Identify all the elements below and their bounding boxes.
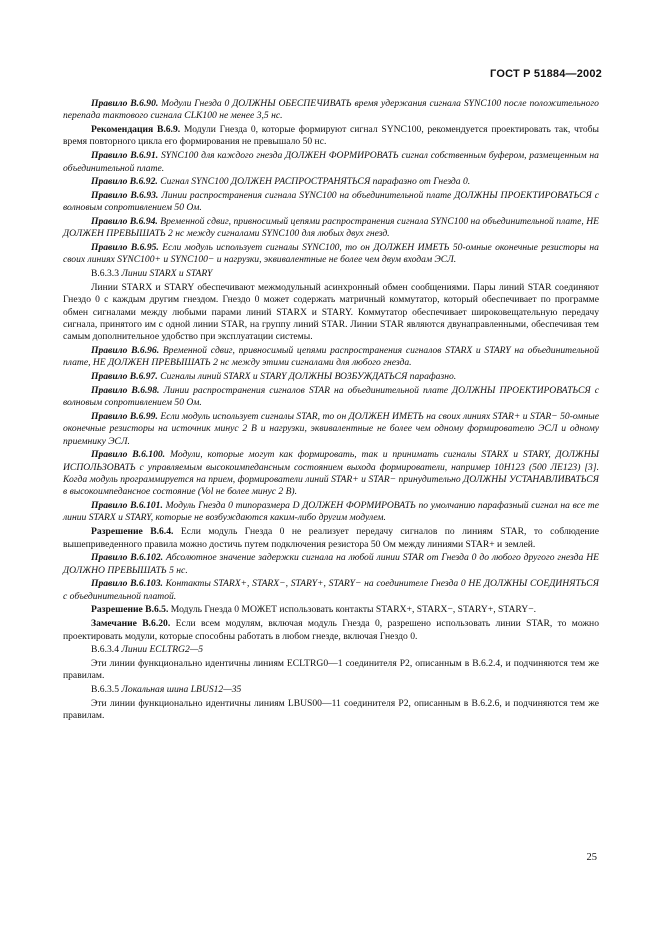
section-title: Линии STARX и STARY (121, 268, 213, 280)
page-number: 25 (586, 852, 597, 863)
paragraph-label: Правило В.6.92. (91, 176, 158, 188)
paragraph (63, 176, 599, 188)
section-title: Локальная шина LBUS12—35 (121, 684, 242, 696)
paragraph (63, 411, 599, 448)
paragraph (63, 526, 599, 551)
paragraph (63, 698, 599, 723)
paragraph-text: Сигналы линий STARX и STARY ДОЛЖНЫ ВОЗБУЖДАТЬСЯ парафазно. (160, 371, 457, 383)
paragraph-text: Модуль Гнезда 0 МОЖЕТ использовать контакты STARX+, STARX−, STARY+, STARY−. (170, 604, 536, 616)
paragraph-text: Если всем модулям, включая модуль Гнезда 0, разрешено использовать линии STAR, то можно проектировать модули, которые способны работать в любом гнезде, включая Гнездо 0. (63, 618, 599, 642)
paragraph-label: Правило В.6.101. (91, 500, 163, 512)
paragraph (63, 371, 599, 383)
paragraph-text: Модуль Гнезда 0 типоразмера D ДОЛЖЕН ФОРМИРОВАТЬ по умолчанию парафазный сигнал на все те линии STARX и STARY, которые не возбуждаются каким-либо другим модулем. (63, 500, 599, 524)
paragraph (63, 658, 599, 683)
paragraph-text: Линии распространения сигнала SYNC100 на объединительной плате ДОЛЖНЫ ПРОЕКТИРОВАТЬСЯ с волновым сопротивлением 50 Ом. (63, 189, 599, 214)
paragraph-text: Если модуль Гнезда 0 не реализует передачу сигналов по линиям STAR, то соблюдение вышеприведенного правила можно достичь путем подключения резистора 50 Ом между линиями STAR+ и землей. (63, 526, 599, 550)
paragraph-text: Временной сдвиг, привносимый цепями распространения сигналов STARX и STARY на объединительной плате, НЕ ДОЛЖЕН ПРЕВЫШАТЬ 2 нс между этими сигналами для любого гнезда. (63, 345, 599, 369)
paragraph-text: Модули Гнезда 0, которые формируют сигнал SYNC100, рекомендуется проектировать так, чтобы время повторного цикла его формирования не превышало 50 нс. (63, 124, 599, 148)
paragraph-label: Правило В.6.100. (91, 449, 166, 461)
paragraph (63, 385, 599, 410)
paragraph (63, 345, 599, 370)
paragraph-label: Замечание В.6.20. (91, 618, 171, 630)
paragraph (63, 150, 599, 175)
paragraph-label: Рекомендация В.6.9. (91, 124, 181, 136)
section-heading (63, 268, 599, 280)
section-heading (63, 644, 599, 656)
paragraph (63, 124, 599, 149)
paragraph (63, 604, 599, 616)
document-header: ГОСТ Р 51884—2002 (490, 68, 602, 80)
section-number: В.6.3.4 (91, 644, 119, 656)
paragraph-text: Если модуль использует сигналы STAR, то он ДОЛЖЕН ИМЕТЬ на своих линиях STAR+ и STAR− 50-омные оконечные резисторы на источник минус 2 В и нагрузки, эквивалентные не более чем одному формирователю ЭСЛ и одному приемнику ЭСЛ. (63, 410, 599, 447)
paragraph (63, 500, 599, 525)
paragraph-label: Правило В.6.91. (91, 150, 159, 162)
paragraph-text: Контакты STARX+, STARX−, STARY+, STARY− на соединителе Гнезда 0 НЕ ДОЛЖНЫ СОЕДИНЯТЬСЯ с объединительной платой. (63, 578, 599, 602)
paragraph-text: Если модуль использует сигналы SYNC100, то он ДОЛЖЕН ИМЕТЬ 50-омные оконечные резисторы на своих линиях SYNC100+ и SYNC100− и нагрузки, эквивалентные не более чем двум входам ЭСЛ. (63, 242, 599, 266)
paragraph-label: Правило В.6.98. (91, 384, 160, 396)
paragraph (63, 216, 599, 241)
paragraph-label: Правило В.6.95. (91, 242, 159, 254)
paragraph (63, 552, 599, 577)
section-heading (63, 684, 599, 696)
paragraph (63, 578, 599, 603)
paragraph-text: Модули Гнезда 0 ДОЛЖНЫ ОБЕСПЕЧИВАТЬ время удержания сигнала SYNC100 после положительного перепада тактового сигнала CLK100 не менее 3,5 нс. (63, 98, 599, 122)
section-title: Линии ECLTRG2—5 (121, 644, 204, 656)
paragraph-text: Линии STARX и STARY обеспечивают межмодульный асинхронный обмен сообщениями. Пары линий STAR соединяют Гнездо 0 с каждым другим гнездом. Гнездо 0 может содержать матричный коммутатор, который обеспечивает по программе обмен сигналами между любыми парами линий STARX и STARY. Коммутатор обеспечивает широковещательную передачу сигнала, принятого им с одной линии STAR, на группу линий STAR. Линии STAR являются двунаправленными, обеспечивая тем самым дополнительное удобство при эксплуатации системы. (63, 281, 599, 343)
section-number: В.6.3.5 (91, 684, 119, 696)
paragraph-label: Разрешение В.6.4. (91, 526, 174, 538)
paragraph-text: Линии распространения сигналов STAR на объединительной плате ДОЛЖНЫ ПРОЕКТИРОВАТЬСЯ с волновым сопротивлением 50 Ом. (63, 384, 599, 409)
paragraph-label: Правило В.6.102. (91, 552, 164, 564)
paragraph-text: Эти линии функционально идентичны линиям ECLTRG0—1 соединителя Р2, описанным в В.6.2.4, и подчиняются тем же правилам. (63, 657, 599, 682)
paragraph-label: Правило В.6.90. (91, 98, 159, 109)
section-number: В.6.3.3 (91, 268, 119, 280)
paragraph-label: Правило В.6.93. (91, 189, 159, 201)
paragraph-label: Разрешение В.6.5. (91, 604, 169, 616)
paragraph-text: Сигнал SYNC100 ДОЛЖЕН РАСПРОСТРАНЯТЬСЯ парафазно от Гнезда 0. (160, 176, 471, 188)
paragraph-label: Правило В.6.96. (91, 345, 160, 357)
paragraph-label: Правило В.6.97. (91, 371, 158, 383)
paragraph (63, 242, 599, 267)
paragraph-label: Правило В.6.103. (91, 578, 163, 590)
paragraph (63, 449, 599, 498)
paragraph (63, 282, 599, 344)
document-body (63, 98, 599, 724)
paragraph-label: Правило В.6.99. (91, 410, 158, 422)
paragraph-text: Модули, которые могут как формировать, так и принимать сигналы STARX и STARY, ДОЛЖНЫ ИСПОЛЬЗОВАТЬ с управляемым высокоимпедансным состоянием выхода формирователи, например 10Н123 (500 ЛЕ123) [3]. Когда модуль программируется на прием, формирователи линий STAR+ и STAR− принудительно ДОЛЖНЫ УСТАНАВЛИВАТЬСЯ в высокоимпедансное состояние (Vol не более минус 2 В). (63, 449, 599, 498)
paragraph (63, 190, 599, 215)
paragraph (63, 98, 599, 123)
paragraph-text: Временной сдвиг, привносимый цепями распространения сигнала SYNC100 на объединительной плате, НЕ ДОЛЖЕН ПРЕВЫШАТЬ 2 нс между сигналами SYNC100 для любых двух гнезд. (63, 216, 599, 240)
paragraph-text: SYNC100 для каждого гнезда ДОЛЖЕН ФОРМИРОВАТЬ сигнал собственным буфером, размещенным на объединительной плате. (63, 150, 599, 174)
paragraph-text: Эти линии функционально идентичны линиям LBUS00—11 соединителя Р2, описанным в В.6.2.6, и подчиняются тем же правилам. (63, 697, 599, 722)
paragraph-label: Правило В.6.94. (91, 216, 158, 228)
paragraph-text: Абсолютное значение задержки сигнала на любой линии STAR от Гнезда 0 до любого другого гнезда НЕ ДОЛЖНО ПРЕВЫШАТЬ 5 нс. (63, 552, 599, 576)
paragraph (63, 618, 599, 643)
